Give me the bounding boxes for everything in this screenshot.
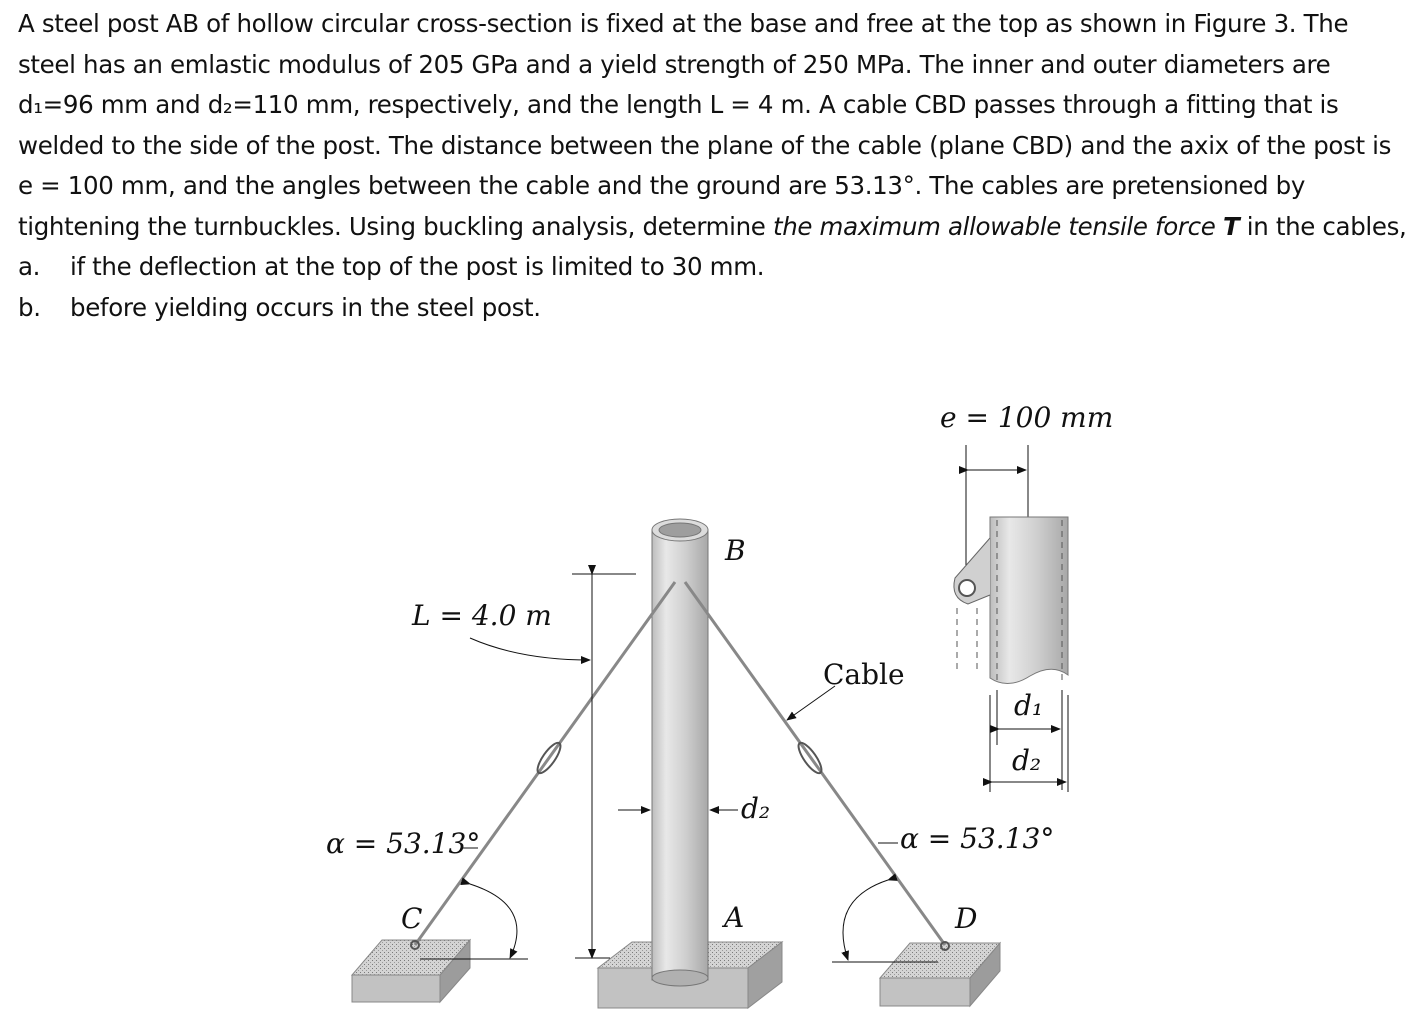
post-detail-view [954,445,1068,792]
paragraph-text: A steel post AB of hollow circular cross-section is fixed at the base and free at the top as shown in Figure 3. The steel has an emlastic modulus of 205 GPa and a yield strength of 250 MPa. The inner and outer diameters are d₁=96 mm and d₂=110 mm, respectively, and the length L = 4 m. A cable CBD passes through a fitting that is welded to the side of the post. The distance between the plane of the cable (plane CBD) and the axix of the post is e = 100 mm, and the angles between the cable and the ground are 53.13°. The cables are pretensioned by tightening the turnbuckles. Using buckling analysis, determine [18,9,1392,241]
item-a-label: a. [18,252,41,281]
outer-diameter-label-post: d₂ [741,792,771,825]
paragraph-italic: the maximum allowable tensile force [772,211,1223,241]
point-a-label: A [724,901,745,934]
eccentricity-label: e = 100 mm [940,401,1114,434]
paragraph-end: in the cables, [1239,211,1407,241]
length-label: L = 4.0 m [412,599,552,632]
cable-label: Cable [823,658,905,691]
item-b-label: b. [18,292,41,322]
item-a-text: if the deflection at the top of the post is limited to 30 mm. [70,252,765,281]
inner-diameter-label: d₁ [1014,689,1044,722]
item-b-text: before yielding occurs in the steel post. [70,292,541,322]
steel-post [652,519,708,986]
alpha-right-label: α = 53.13° [900,822,1055,855]
point-b-label: B [725,534,746,567]
anchor-block-d [880,943,1000,1006]
point-c-label: C [401,902,423,935]
outer-diameter-label-detail: d₂ [1012,744,1042,777]
point-d-label: D [955,902,978,935]
cable-pointer [787,686,835,720]
tension-symbol: T [1222,211,1240,241]
alpha-left-label: α = 53.13° [326,827,481,860]
anchor-block-c [352,940,470,1002]
